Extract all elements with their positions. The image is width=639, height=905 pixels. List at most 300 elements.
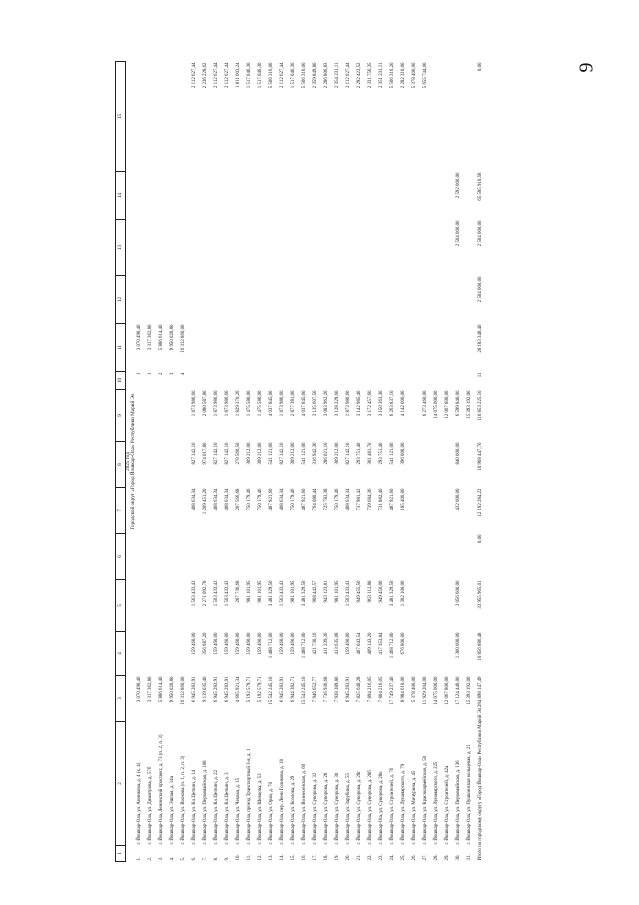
value-cell xyxy=(214,534,225,580)
table-row xyxy=(170,62,181,862)
value-cell: 2 504 000,00 xyxy=(455,220,461,247)
value-cell xyxy=(434,62,445,172)
value-cell xyxy=(313,324,324,372)
value-cell xyxy=(335,220,346,276)
value-cell xyxy=(280,220,291,276)
table-row xyxy=(280,62,291,862)
value-cell xyxy=(368,372,379,390)
value-cell xyxy=(280,324,291,372)
value-cell: 185 400,00 xyxy=(400,488,406,511)
value-cell: 159 460,00 xyxy=(290,632,296,655)
value-cell: 309 212,00 xyxy=(257,442,263,465)
row-number: 10. xyxy=(235,854,241,861)
value-cell xyxy=(203,172,214,220)
value-cell: 3 142 985,40 xyxy=(356,390,362,417)
value-cell xyxy=(148,488,159,534)
value-cell xyxy=(203,276,214,324)
value-cell xyxy=(170,580,181,632)
value-cell xyxy=(214,172,225,220)
value-cell: 2 112 627,44 xyxy=(213,62,219,88)
value-cell xyxy=(291,534,302,580)
value-cell xyxy=(357,324,368,372)
row-number: 13. xyxy=(268,854,274,861)
value-cell xyxy=(269,276,280,324)
value-cell: 9 119 035,40 xyxy=(202,676,208,702)
row-number: 3. xyxy=(158,856,164,861)
value-cell: 6 944 382,71 xyxy=(290,676,296,703)
value-cell: 981 101,95 xyxy=(246,580,252,603)
value-cell xyxy=(423,442,434,488)
value-cell: 4 665 921,34 xyxy=(235,676,241,703)
value-cell: 316 942,30 xyxy=(312,442,318,465)
table-row xyxy=(390,62,401,862)
value-cell xyxy=(137,390,148,442)
column-header: 12 xyxy=(116,276,126,324)
value-cell xyxy=(423,632,434,676)
total-value-cell: 284 898 147,49 xyxy=(477,676,483,708)
value-cell xyxy=(225,172,236,220)
table-row xyxy=(192,62,203,862)
table-row xyxy=(214,62,225,862)
table-row xyxy=(467,62,478,862)
value-cell: 5 506 316,00 xyxy=(268,62,274,89)
value-cell xyxy=(401,276,412,324)
value-cell xyxy=(313,172,324,220)
value-cell: 949 456,00 xyxy=(378,580,384,603)
value-cell xyxy=(258,172,269,220)
value-cell xyxy=(269,534,280,580)
table-row xyxy=(236,62,247,862)
address-cell: г. Йошкар-Ола, ул. Волкова (п. 1, п. 2, п. 3) xyxy=(180,755,186,845)
value-cell xyxy=(170,220,181,276)
value-cell xyxy=(467,62,478,172)
table-row xyxy=(412,62,423,862)
value-cell: 4 142 000,00 xyxy=(400,390,406,417)
address-cell: г. Йошкар-Ола, ул. Первомайская, д. 136 xyxy=(455,760,461,845)
value-cell xyxy=(335,324,346,372)
column-header: 1 xyxy=(116,846,126,862)
value-cell xyxy=(214,372,225,390)
column-header: 7 xyxy=(116,488,126,534)
value-cell xyxy=(181,390,192,442)
value-cell: 2 xyxy=(158,372,164,375)
value-cell xyxy=(412,488,423,534)
value-cell: 737 981,42 xyxy=(356,488,362,511)
value-cell xyxy=(148,632,159,676)
value-cell: 963 112,88 xyxy=(367,580,373,603)
value-cell xyxy=(445,580,456,632)
value-cell xyxy=(225,324,236,372)
value-cell: 159 460,00 xyxy=(345,632,351,655)
value-cell xyxy=(434,442,445,488)
value-cell xyxy=(291,172,302,220)
value-cell: 1 302 100,00 xyxy=(400,580,406,607)
value-cell xyxy=(368,534,379,580)
value-cell: 12 067 800,00 xyxy=(444,676,450,705)
value-cell xyxy=(148,62,159,172)
value-cell xyxy=(159,276,170,324)
value-cell xyxy=(192,172,203,220)
value-cell: 301 481,70 xyxy=(367,442,373,465)
value-cell xyxy=(423,220,434,276)
value-cell xyxy=(192,220,203,276)
value-cell: 207 566,68 xyxy=(235,488,241,511)
value-cell: 7 938 389,80 xyxy=(334,676,340,703)
value-cell xyxy=(434,488,445,534)
value-cell: 3 481 329,50 xyxy=(301,580,307,607)
value-cell xyxy=(445,324,456,372)
value-cell xyxy=(401,534,412,580)
value-cell xyxy=(335,372,346,390)
value-cell xyxy=(467,172,478,220)
value-cell xyxy=(258,276,269,324)
value-cell: 725 783,38 xyxy=(323,488,329,511)
value-cell: 16 312 860,00 xyxy=(180,324,186,353)
value-cell xyxy=(170,442,181,488)
value-cell: 840 000,00 xyxy=(455,442,461,465)
year-label: 2025 год xyxy=(125,452,131,471)
value-cell: 8 984 610,00 xyxy=(400,676,406,703)
value-cell: 1 563 433,43 xyxy=(191,580,197,607)
address-cell: г. Йошкар-Ола, ул. Строителей, д. 76 xyxy=(389,767,395,845)
value-cell: 750 179,46 xyxy=(257,488,263,511)
row-number: 29. xyxy=(444,854,450,861)
value-cell: 2 112 627,44 xyxy=(279,62,285,88)
value-cell: 207 736,68 xyxy=(235,580,241,603)
value-cell: 5 192 579,71 xyxy=(246,676,252,703)
value-cell: 1 xyxy=(136,372,142,375)
value-cell xyxy=(280,534,291,580)
value-cell xyxy=(247,172,258,220)
total-value-cell: 110 853 225,10 xyxy=(477,390,483,421)
value-cell xyxy=(423,580,434,632)
row-number: 15. xyxy=(290,854,296,861)
value-cell: 408 634,34 xyxy=(191,488,197,511)
address-cell: г. Йошкар-Ола, ул. Суворова, д. 28 xyxy=(323,772,329,845)
value-cell xyxy=(401,324,412,372)
value-cell xyxy=(181,62,192,172)
value-cell xyxy=(137,534,148,580)
value-cell: 14 075 000,00 xyxy=(433,676,439,705)
value-cell xyxy=(302,276,313,324)
address-cell: г. Йошкар-Ола, ул. Кл.Цеткин, д. 14 xyxy=(191,769,197,845)
table-row xyxy=(357,62,368,862)
value-cell: 5 886 614,40 xyxy=(158,676,164,703)
value-cell: 2 112 627,44 xyxy=(191,62,197,88)
value-cell: 7 804 216,05 xyxy=(378,676,384,703)
value-cell xyxy=(302,220,313,276)
value-cell xyxy=(291,276,302,324)
value-cell xyxy=(203,324,214,372)
value-cell xyxy=(148,390,159,442)
value-cell: 2 080 587,80 xyxy=(202,390,208,417)
value-cell xyxy=(148,534,159,580)
value-cell xyxy=(467,276,478,324)
value-cell: 3 317 362,80 xyxy=(147,676,153,703)
value-cell xyxy=(170,62,181,172)
value-cell xyxy=(302,372,313,390)
value-cell: 7 894 216,05 xyxy=(367,676,373,703)
value-cell xyxy=(412,324,423,372)
value-cell: 541 121,00 xyxy=(389,442,395,465)
value-cell: 408 634,34 xyxy=(345,488,351,511)
value-cell xyxy=(467,632,478,676)
value-cell: 981 101,95 xyxy=(334,580,340,603)
value-cell xyxy=(445,488,456,534)
table-row xyxy=(247,62,258,862)
value-cell xyxy=(324,276,335,324)
value-cell: 3 172 457,60 xyxy=(367,390,373,417)
value-cell: 2 112 627,44 xyxy=(345,62,351,88)
table-row xyxy=(203,62,214,862)
value-cell xyxy=(467,534,478,580)
value-cell xyxy=(269,372,280,390)
value-cell xyxy=(456,62,467,172)
value-cell: 15 542 245,10 xyxy=(268,676,274,705)
value-cell xyxy=(291,372,302,390)
value-cell xyxy=(456,534,467,580)
value-cell xyxy=(346,324,357,372)
value-cell xyxy=(170,534,181,580)
value-cell: 1 475 580,00 xyxy=(257,390,263,417)
value-cell xyxy=(357,172,368,220)
row-number: 23. xyxy=(378,854,384,861)
row-number: 9. xyxy=(224,856,230,861)
value-cell: 3 481 329,50 xyxy=(268,580,274,607)
value-cell: 974 017,80 xyxy=(202,442,208,465)
value-cell: 1 563 433,43 xyxy=(213,580,219,607)
value-cell: 764 080,44 xyxy=(312,488,318,511)
row-number: 11. xyxy=(246,854,252,861)
value-cell xyxy=(445,62,456,172)
value-cell: 1 475 580,00 xyxy=(246,390,252,417)
value-cell xyxy=(357,372,368,390)
value-cell: 6 273 460,00 xyxy=(422,390,428,417)
value-cell xyxy=(346,534,357,580)
value-cell: 12 067 800,00 xyxy=(444,390,450,419)
value-cell: 2 282 310,00 xyxy=(400,62,406,89)
value-cell xyxy=(170,276,181,324)
value-cell: 981 101,95 xyxy=(257,580,263,603)
table-row xyxy=(423,62,434,862)
value-cell xyxy=(445,632,456,676)
value-cell: 159 460,00 xyxy=(279,632,285,655)
value-cell xyxy=(159,488,170,534)
value-cell xyxy=(170,488,181,534)
value-cell xyxy=(467,442,478,488)
total-label: Итого по городскому округу «Город Йошкар-Ола» Республики Марий Эл xyxy=(477,707,483,861)
value-cell: 432 000,00 xyxy=(455,488,461,511)
value-cell: 2 236 228,62 xyxy=(202,62,208,89)
value-cell xyxy=(412,580,423,632)
row-number: 1. xyxy=(136,856,142,861)
value-cell: 739 684,36 xyxy=(367,488,373,511)
value-cell: 408 634,34 xyxy=(279,488,285,511)
value-cell: 5 655 744,00 xyxy=(422,62,428,89)
value-cell: 981 101,95 xyxy=(290,580,296,603)
value-cell xyxy=(434,372,445,390)
row-number: 16. xyxy=(301,854,307,861)
value-cell xyxy=(247,220,258,276)
value-cell xyxy=(137,172,148,220)
table-row xyxy=(313,62,324,862)
value-cell xyxy=(236,534,247,580)
value-cell xyxy=(379,220,390,276)
value-cell: 949 455,50 xyxy=(356,580,362,603)
value-cell xyxy=(137,442,148,488)
total-value-cell: 10 856 886,48 xyxy=(477,632,483,661)
value-cell xyxy=(434,632,445,676)
value-cell xyxy=(181,580,192,632)
value-cell: 7 946 652,77 xyxy=(312,676,318,703)
value-cell: 541 121,00 xyxy=(301,442,307,465)
value-cell: 6 263 837,10 xyxy=(389,390,395,417)
column-header: 2 xyxy=(116,722,126,846)
total-value-cell: 2 504 000,00 xyxy=(477,276,483,303)
value-cell xyxy=(159,172,170,220)
value-cell: 5 378 400,00 xyxy=(411,676,417,703)
total-value-cell: 0,00 xyxy=(477,62,483,72)
value-cell xyxy=(445,372,456,390)
value-cell: 7 825 640,28 xyxy=(356,676,362,703)
value-cell xyxy=(225,534,236,580)
value-cell: 1 488 712,00 xyxy=(268,632,274,659)
region-label: Городской округ «Город Йошкар-Ола» Республики Марий Эл xyxy=(130,393,137,530)
total-value-cell: 65 585 910,58 xyxy=(477,172,483,201)
column-header: 6 xyxy=(116,534,126,580)
value-cell: 1 563 433,43 xyxy=(279,580,285,607)
value-cell: 1 873 986,60 xyxy=(213,390,219,417)
value-cell xyxy=(423,324,434,372)
row-number: 12. xyxy=(257,854,263,861)
value-cell: 4 037 845,00 xyxy=(301,390,307,417)
value-cell xyxy=(192,372,203,390)
row-number: 31. xyxy=(466,854,472,861)
value-cell: 411 239,36 xyxy=(323,632,329,655)
address-cell: г. Йошкар-Ола, ул. Шевцова, д. 53 xyxy=(257,773,263,845)
value-cell xyxy=(324,220,335,276)
value-cell xyxy=(291,324,302,372)
value-cell: 159 460,00 xyxy=(246,632,252,655)
value-cell xyxy=(159,632,170,676)
value-cell xyxy=(456,324,467,372)
row-number: 5. xyxy=(180,856,186,861)
value-cell xyxy=(258,324,269,372)
value-cell xyxy=(313,372,324,390)
value-cell: 6 945 283,91 xyxy=(191,676,197,703)
value-cell xyxy=(467,580,478,632)
value-cell: 676 800,00 xyxy=(400,632,406,655)
value-cell xyxy=(280,172,291,220)
value-cell: 2 877 381,00 xyxy=(290,390,296,417)
value-cell: 1 873 986,60 xyxy=(224,390,230,417)
total-value-cell: 0,00 xyxy=(477,534,483,544)
value-cell xyxy=(159,390,170,442)
value-cell xyxy=(291,220,302,276)
value-cell: 487 921,60 xyxy=(268,488,274,511)
value-cell: 1 873 986,60 xyxy=(279,390,285,417)
row-number: 18. xyxy=(323,854,329,861)
value-cell: 159 460,00 xyxy=(191,632,197,655)
value-cell: 1 563 433,43 xyxy=(224,580,230,607)
value-cell xyxy=(423,276,434,324)
value-cell xyxy=(401,172,412,220)
value-cell xyxy=(247,372,258,390)
value-cell: 750 179,46 xyxy=(290,488,296,511)
value-cell xyxy=(412,390,423,442)
column-header: 5 xyxy=(116,580,126,632)
value-cell xyxy=(412,172,423,220)
value-cell xyxy=(159,220,170,276)
value-cell xyxy=(346,372,357,390)
value-cell xyxy=(456,372,467,390)
value-cell xyxy=(302,534,313,580)
table-row xyxy=(159,62,170,862)
value-cell: 408 634,34 xyxy=(213,488,219,511)
address-cell: г. Йошкар-Ола, ул. Луначарского, д. 225 xyxy=(433,761,439,845)
value-cell: 6 945 283,91 xyxy=(279,676,285,703)
value-cell: 487 921,60 xyxy=(389,488,395,511)
value-cell: 2 331 756,35 xyxy=(367,62,373,89)
value-cell: 1 517 046,30 xyxy=(246,62,252,89)
value-cell xyxy=(192,276,203,324)
value-cell: 968 442,57 xyxy=(312,580,318,603)
address-cell: г. Йошкар-Ола, ул. Кл.Цеткин, д. 22 xyxy=(213,769,219,845)
address-cell: г. Йошкар-Ола, Ленинский проспект, д. 73 (п. 2, п. 3) xyxy=(158,734,164,845)
value-cell: 15 543 245,10 xyxy=(301,676,307,705)
column-header: 15 xyxy=(116,62,126,172)
value-cell xyxy=(412,442,423,488)
value-cell: 309 212,00 xyxy=(334,442,340,465)
value-cell xyxy=(203,534,214,580)
value-cell: 16 312 860,00 xyxy=(180,676,186,705)
value-cell xyxy=(225,220,236,276)
value-cell xyxy=(148,276,159,324)
value-cell xyxy=(225,372,236,390)
value-cell xyxy=(181,488,192,534)
column-header: 13 xyxy=(116,220,126,276)
value-cell xyxy=(203,372,214,390)
value-cell xyxy=(368,172,379,220)
value-cell: 6 945 283,91 xyxy=(345,676,351,703)
address-cell: г. Йошкар-Ола, ул. Строителей, д. 42а xyxy=(444,765,450,845)
value-cell: 293 751,40 xyxy=(378,442,384,465)
value-cell xyxy=(225,276,236,324)
value-cell: 3 083 962,20 xyxy=(323,390,329,417)
value-cell xyxy=(423,372,434,390)
value-cell: 9 950 020,80 xyxy=(169,676,175,703)
value-cell xyxy=(324,324,335,372)
address-cell: г. Йошкар-Ола, ул. Анникова, д. 4 (к. 4) xyxy=(136,762,142,845)
value-cell xyxy=(258,220,269,276)
value-cell xyxy=(137,276,148,324)
value-cell: 4 xyxy=(180,372,186,375)
total-value-cell: 33 955 965,01 xyxy=(477,580,483,609)
value-cell: 407 043,54 xyxy=(356,632,362,655)
value-cell xyxy=(467,324,478,372)
value-cell xyxy=(269,324,280,372)
value-cell: 2 112 627,44 xyxy=(224,62,230,88)
row-number: 30. xyxy=(455,854,461,861)
value-cell xyxy=(379,172,390,220)
value-cell xyxy=(137,488,148,534)
value-cell: 6 599 840,00 xyxy=(455,390,461,417)
value-cell xyxy=(324,172,335,220)
value-cell: 9 950 020,80 xyxy=(169,324,175,351)
row-number: 20. xyxy=(345,854,351,861)
value-cell: 6 945 283,91 xyxy=(213,676,219,703)
column-header: 4 xyxy=(116,632,126,676)
